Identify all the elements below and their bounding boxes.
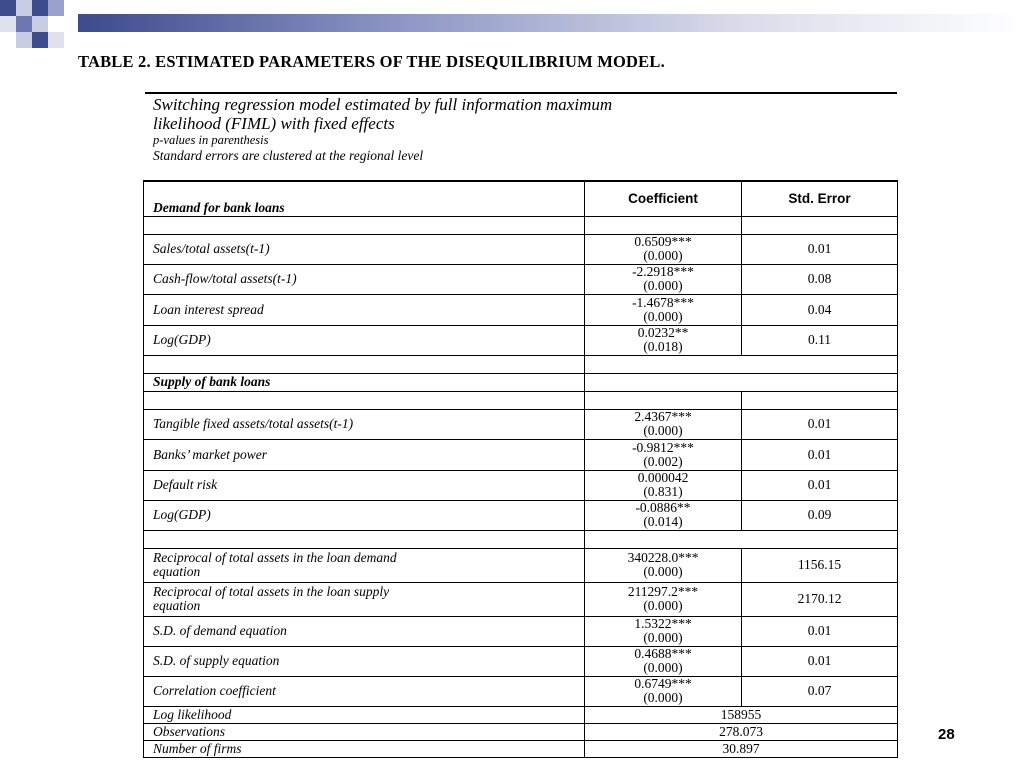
deco-square xyxy=(32,32,48,48)
row-label: Tangible fixed assets/total assets(t-1) xyxy=(144,409,585,439)
coefficient-cell: -0.9812*** (0.002) xyxy=(585,439,742,470)
coefficient-cell: -1.4678*** (0.000) xyxy=(585,294,742,325)
deco-square xyxy=(16,16,32,32)
std-error-cell: 0.01 xyxy=(742,646,898,676)
deco-gradient-bar xyxy=(78,14,1024,32)
coefficient-cell: 1.5322*** (0.000) xyxy=(585,616,742,646)
table-row xyxy=(144,325,898,355)
row-label: S.D. of demand equation xyxy=(144,616,585,646)
table-row xyxy=(144,216,898,234)
deco-square xyxy=(0,16,16,32)
row-label: Log(GDP) xyxy=(144,500,585,530)
table-row xyxy=(144,706,898,723)
coefficient-cell: 340228.0*** (0.000) xyxy=(585,548,742,582)
deco-square xyxy=(16,32,32,48)
table-row xyxy=(144,676,898,706)
row-label: Sales/total assets(t-1) xyxy=(144,234,585,264)
column-header-coefficient: Coefficient xyxy=(585,181,742,216)
stat-value: 158955 xyxy=(585,706,898,723)
row-label: S.D. of supply equation xyxy=(144,646,585,676)
std-error-cell: 0.09 xyxy=(742,500,898,530)
row-label: Default risk xyxy=(144,470,585,500)
coefficient-cell: 0.6509*** (0.000) xyxy=(585,234,742,264)
std-error-cell: 0.08 xyxy=(742,264,898,294)
table-row xyxy=(144,181,898,216)
table-row xyxy=(144,646,898,676)
stat-label: Number of firms xyxy=(144,740,585,757)
row-label: Loan interest spread xyxy=(144,294,585,325)
table-row xyxy=(144,616,898,646)
deco-square xyxy=(16,0,32,16)
std-error-cell: 0.01 xyxy=(742,616,898,646)
stat-label: Observations xyxy=(144,723,585,740)
page-number: 28 xyxy=(938,726,955,743)
row-label: Log(GDP) xyxy=(144,325,585,355)
std-error-cell: 0.01 xyxy=(742,234,898,264)
table-row xyxy=(144,582,898,616)
stat-value: 278.073 xyxy=(585,723,898,740)
coefficient-cell: -0.0886** (0.014) xyxy=(585,500,742,530)
header-line-2: likelihood (FIML) with fixed effects xyxy=(153,114,395,133)
table-row xyxy=(144,264,898,294)
deco-square xyxy=(32,16,48,32)
section-heading-demand: Demand for bank loans xyxy=(144,181,585,216)
header-note-clustered: Standard errors are clustered at the regional level xyxy=(153,148,424,163)
header-line-1: Switching regression model estimated by full information maximum xyxy=(153,95,613,114)
stat-label: Log likelihood xyxy=(144,706,585,723)
table-row xyxy=(144,500,898,530)
header-note-pvalues: p-values in parenthesis xyxy=(153,133,269,147)
coefficient-cell: 2.4367*** (0.000) xyxy=(585,409,742,439)
table-row xyxy=(144,373,898,391)
row-label: Reciprocal of total assets in the loan supply equation xyxy=(144,582,585,616)
std-error-cell: 0.11 xyxy=(742,325,898,355)
std-error-cell: 0.01 xyxy=(742,439,898,470)
coefficient-cell: 0.6749*** (0.000) xyxy=(585,676,742,706)
deco-square xyxy=(48,32,64,48)
table-row xyxy=(144,723,898,740)
coefficient-cell: 0.000042 (0.831) xyxy=(585,470,742,500)
table-row xyxy=(144,470,898,500)
std-error-cell: 0.04 xyxy=(742,294,898,325)
table-header-block xyxy=(153,95,893,163)
std-error-cell: 2170.12 xyxy=(742,582,898,616)
table-row xyxy=(144,530,898,548)
row-label: Banks’ market power xyxy=(144,439,585,470)
slide-title: TABLE 2. ESTIMATED PARAMETERS OF THE DISEQUILIBRIUM MODEL. xyxy=(78,52,665,71)
table-row xyxy=(144,439,898,470)
table-row xyxy=(144,234,898,264)
table-row xyxy=(144,740,898,757)
table-row xyxy=(144,294,898,325)
std-error-cell: 0.07 xyxy=(742,676,898,706)
coefficient-cell: 0.0232** (0.018) xyxy=(585,325,742,355)
table-row xyxy=(144,391,898,409)
section-heading-supply: Supply of bank loans xyxy=(144,373,585,391)
table-row xyxy=(144,355,898,373)
deco-square xyxy=(48,0,64,16)
slide-decoration xyxy=(0,0,1024,60)
row-label: Cash-flow/total assets(t-1) xyxy=(144,264,585,294)
estimates-table xyxy=(143,180,898,758)
coefficient-cell: 0.4688*** (0.000) xyxy=(585,646,742,676)
table-row xyxy=(144,409,898,439)
std-error-cell: 0.01 xyxy=(742,470,898,500)
row-label: Reciprocal of total assets in the loan demand equation xyxy=(144,548,585,582)
coefficient-cell: 211297.2*** (0.000) xyxy=(585,582,742,616)
std-error-cell: 0.01 xyxy=(742,409,898,439)
deco-square xyxy=(32,0,48,16)
column-header-std-error: Std. Error xyxy=(742,181,898,216)
header-top-rule xyxy=(145,92,897,94)
table-row xyxy=(144,548,898,582)
coefficient-cell: -2.2918*** (0.000) xyxy=(585,264,742,294)
row-label: Correlation coefficient xyxy=(144,676,585,706)
std-error-cell: 1156.15 xyxy=(742,548,898,582)
deco-square xyxy=(0,0,16,16)
stat-value: 30.897 xyxy=(585,740,898,757)
